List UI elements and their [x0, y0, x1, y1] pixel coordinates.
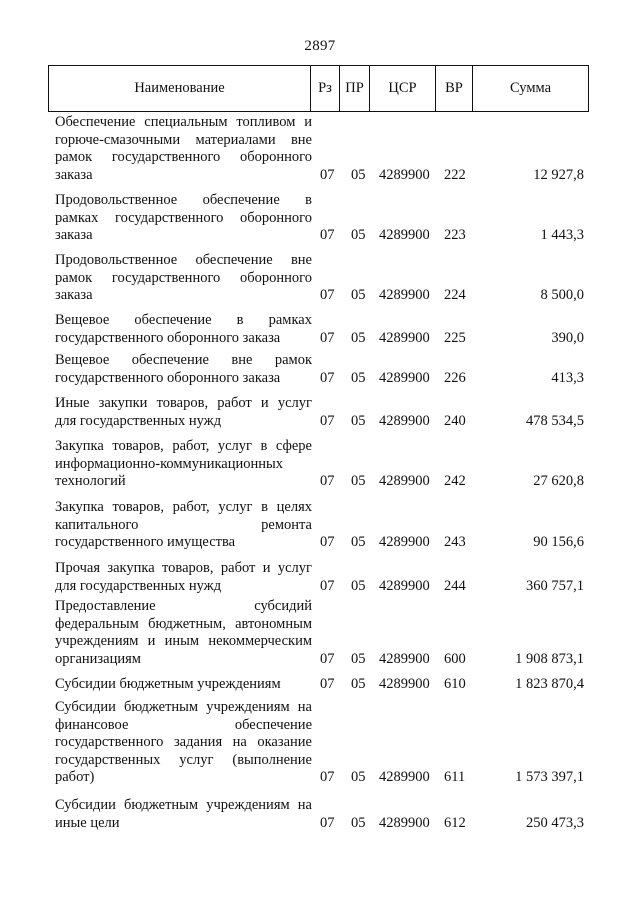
header-sum: Сумма [472, 66, 589, 111]
row-name-line: государственного задания на оказание [55, 734, 312, 750]
row-csr: 4289900 [379, 369, 430, 386]
row-name-line: иные цели [55, 814, 120, 831]
row-pr: 05 [351, 814, 366, 831]
header-pr: ПР [339, 66, 369, 111]
row-csr: 4289900 [379, 227, 430, 243]
row-pr: 05 [351, 473, 366, 489]
row-pr: 05 [351, 650, 366, 667]
row-sum: 1 443,3 [540, 227, 584, 243]
row-csr: 4289900 [379, 577, 430, 594]
row-name-line: Предоставление субсидий [55, 598, 312, 614]
row-name-line: Обеспечение специальным топливом и [55, 114, 312, 130]
row-name-line: заказа [55, 166, 93, 183]
row-name-line: государственных услуг (выполнение [55, 751, 312, 768]
row-name-line: рамок государственного оборонного [55, 149, 312, 165]
row-vr: 610 [444, 676, 466, 692]
row-vr: 224 [444, 287, 466, 303]
row-name-line: заказа [55, 227, 93, 243]
row-pr: 05 [351, 227, 366, 243]
row-csr: 4289900 [379, 329, 430, 346]
header-csr: ЦСР [369, 66, 435, 111]
row-rz: 07 [320, 227, 335, 243]
row-rz: 07 [320, 473, 335, 489]
row-vr: 244 [444, 577, 466, 594]
row-vr: 600 [444, 650, 466, 667]
row-sum: 1 823 870,4 [515, 676, 584, 692]
row-name-line: информационно-коммуникационных [55, 455, 284, 472]
row-name [55, 352, 312, 387]
row-csr: 4289900 [379, 769, 430, 785]
row-csr: 4289900 [379, 534, 430, 550]
row-name [55, 192, 312, 245]
row-name [55, 560, 312, 595]
row-pr: 05 [351, 369, 366, 386]
row-csr: 4289900 [379, 676, 430, 692]
row-pr: 05 [351, 287, 366, 303]
row-sum: 8 500,0 [540, 287, 584, 303]
row-rz: 07 [320, 814, 335, 831]
row-name [55, 114, 312, 184]
row-name-line: заказа [55, 287, 93, 303]
row-sum: 413,3 [551, 369, 584, 386]
row-csr: 4289900 [379, 166, 430, 183]
row-pr: 05 [351, 577, 366, 594]
row-csr: 4289900 [379, 650, 430, 667]
row-name-line: горюче-смазочными материалами вне [55, 131, 312, 148]
row-name-line: учреждениям и иным некоммерческим [55, 633, 312, 649]
row-pr: 05 [351, 166, 366, 183]
header-rz: Рз [310, 66, 339, 111]
row-sum: 250 473,3 [526, 814, 584, 831]
row-name [55, 598, 312, 668]
row-name [55, 312, 312, 347]
row-name [55, 395, 312, 430]
row-name-line: Вещевое обеспечение вне рамок [55, 352, 312, 368]
row-name-line: Закупка товаров, работ, услуг в сфере [55, 438, 312, 454]
row-rz: 07 [320, 329, 335, 346]
row-rz: 07 [320, 166, 335, 183]
row-name-line: Субсидии бюджетным учреждениям на [55, 797, 312, 813]
row-rz: 07 [320, 412, 335, 429]
row-name-line: Закупка товаров, работ, услуг в целях [55, 499, 312, 515]
row-name-line: Продовольственное обеспечение вне [55, 252, 312, 268]
row-name [55, 499, 312, 552]
page-number: 2897 [304, 38, 336, 54]
row-name-line: работ) [55, 769, 95, 785]
row-csr: 4289900 [379, 287, 430, 303]
row-vr: 612 [444, 814, 466, 831]
header-name: Наименование [48, 66, 310, 111]
row-name [55, 699, 312, 787]
row-rz: 07 [320, 650, 335, 667]
row-name [55, 676, 312, 694]
row-sum: 478 534,5 [526, 412, 584, 429]
row-name-line: государственного имущества [55, 534, 236, 550]
row-name-line: государственного оборонного заказа [55, 329, 281, 346]
row-sum: 1 908 873,1 [515, 650, 584, 667]
row-name-line: организациям [55, 650, 141, 667]
row-name-line: Продовольственное обеспечение в [55, 192, 312, 208]
row-name-line: Иные закупки товаров, работ и услуг [55, 395, 312, 411]
row-rz: 07 [320, 577, 335, 594]
row-pr: 05 [351, 676, 366, 692]
row-rz: 07 [320, 287, 335, 303]
row-sum: 12 927,8 [533, 166, 584, 183]
row-pr: 05 [351, 412, 366, 429]
row-vr: 223 [444, 227, 466, 243]
row-name-line: финансовое обеспечение [55, 716, 312, 733]
row-name-line: Прочая закупка товаров, работ и услуг [55, 560, 312, 576]
row-csr: 4289900 [379, 473, 430, 489]
row-vr: 222 [444, 166, 466, 183]
row-name-line: Вещевое обеспечение в рамках [55, 312, 312, 328]
row-pr: 05 [351, 534, 366, 550]
row-rz: 07 [320, 534, 335, 550]
row-vr: 243 [444, 534, 466, 550]
row-vr: 225 [444, 329, 466, 346]
row-name-line: технологий [55, 473, 126, 489]
row-csr: 4289900 [379, 814, 430, 831]
row-name [55, 438, 312, 491]
row-name [55, 252, 312, 305]
row-sum: 1 573 397,1 [515, 769, 584, 785]
row-name-line: рамках государственного оборонного [55, 209, 312, 226]
row-name-line: Субсидии бюджетным учреждениям на [55, 699, 312, 715]
row-vr: 242 [444, 473, 466, 489]
row-name-line: рамок государственного оборонного [55, 269, 312, 286]
row-name-line: для государственных нужд [55, 412, 222, 429]
row-pr: 05 [351, 329, 366, 346]
row-csr: 4289900 [379, 412, 430, 429]
row-pr: 05 [351, 769, 366, 785]
row-rz: 07 [320, 369, 335, 386]
row-name-line: государственного оборонного заказа [55, 369, 281, 386]
row-name-line: для государственных нужд [55, 577, 222, 594]
row-name-line: федеральным бюджетным, автономным [55, 615, 312, 632]
row-name [55, 797, 312, 832]
row-rz: 07 [320, 769, 335, 785]
row-rz: 07 [320, 676, 335, 692]
header-vr: ВР [435, 66, 472, 111]
row-name-line: капитального ремонта [55, 516, 312, 533]
row-sum: 360 757,1 [526, 577, 584, 594]
row-sum: 27 620,8 [533, 473, 584, 489]
row-sum: 390,0 [551, 329, 584, 346]
table-header [48, 65, 589, 112]
row-vr: 611 [444, 769, 466, 785]
row-sum: 90 156,6 [533, 534, 584, 550]
row-vr: 226 [444, 369, 466, 386]
row-vr: 240 [444, 412, 466, 429]
row-name-line: Субсидии бюджетным учреждениям [55, 676, 281, 692]
